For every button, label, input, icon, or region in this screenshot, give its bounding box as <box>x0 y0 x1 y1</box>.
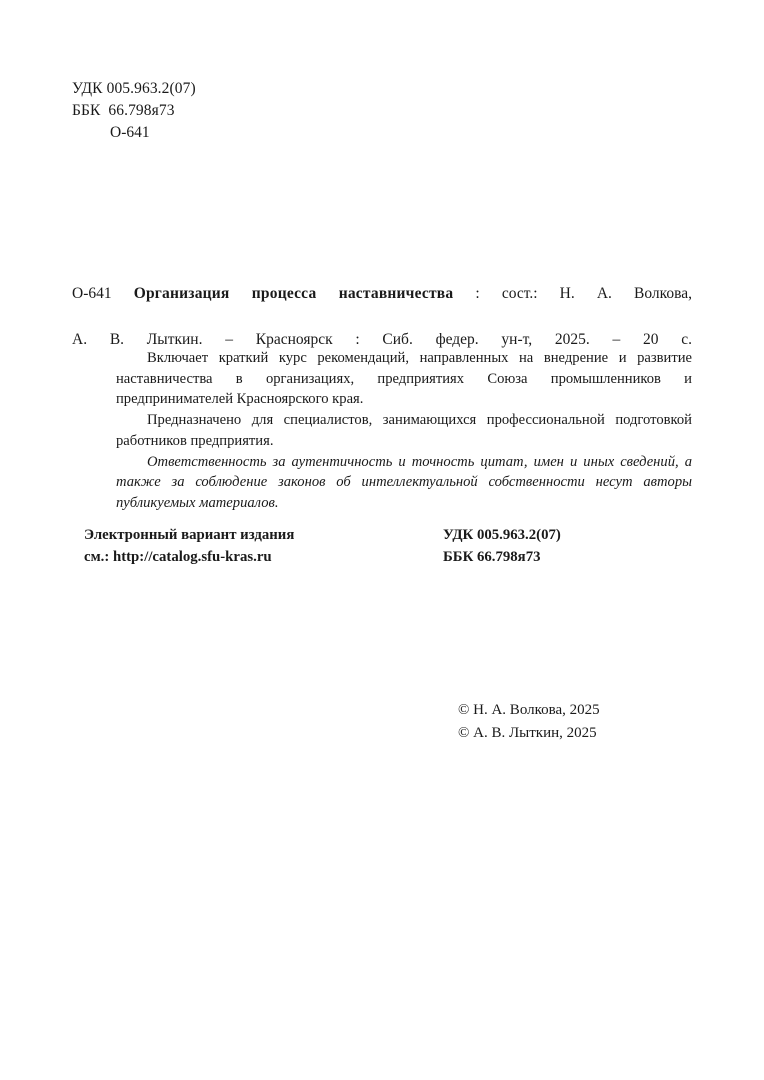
copyright-line-2: © А. В. Лыткин, 2025 <box>458 724 597 741</box>
copyright-line-1: © Н. А. Волкова, 2025 <box>458 702 600 718</box>
bbk-code-repeat: ББК 66.798я73 <box>443 549 541 566</box>
entry-line-2: А. В. Лыткин. – Красноярск : Сиб. федер. ун-т, 2025. – 20 с. <box>72 330 692 348</box>
entry-compilers: : сост.: Н. А. Волкова, <box>453 285 692 302</box>
electronic-version-link[interactable]: см.: http://catalog.sfu-kras.ru <box>84 549 272 566</box>
annotation-paragraph-2: Предназначено для специалистов, занимающихся профессиональной подготовкой работников предприятия. <box>116 412 692 449</box>
udk-code-repeat: УДК 005.963.2(07) <box>443 527 561 543</box>
udk-code: УДК 005.963.2(07) <box>72 80 196 97</box>
electronic-version-label: Электронный вариант издания <box>84 527 295 543</box>
shelf-code: О-641 <box>110 124 150 141</box>
entry-title: Организация процесса наставничества <box>133 285 454 302</box>
classification-repeat-block <box>443 524 561 568</box>
classification-block <box>72 78 196 144</box>
entry-line-1 <box>72 283 692 329</box>
entry-code: О-641 <box>72 285 112 302</box>
annotation-block <box>116 348 692 514</box>
copyright-block <box>458 699 600 744</box>
annotation-paragraph-1: Включает краткий курс рекомендаций, направленных на внедрение и развитие наставничества в организациях, предприятиях Союза промышленников и предпринимателей Красноярского края. <box>116 350 692 408</box>
annotation-paragraph-3: Ответственность за аутентичность и точность цитат, имен и иных сведений, а также за соблюдение законов об интеллектуальной собственности несут авторы публикуемых материалов. <box>116 453 692 512</box>
bbk-code: ББК 66.798я73 <box>72 102 175 119</box>
electronic-version-block <box>84 524 294 568</box>
